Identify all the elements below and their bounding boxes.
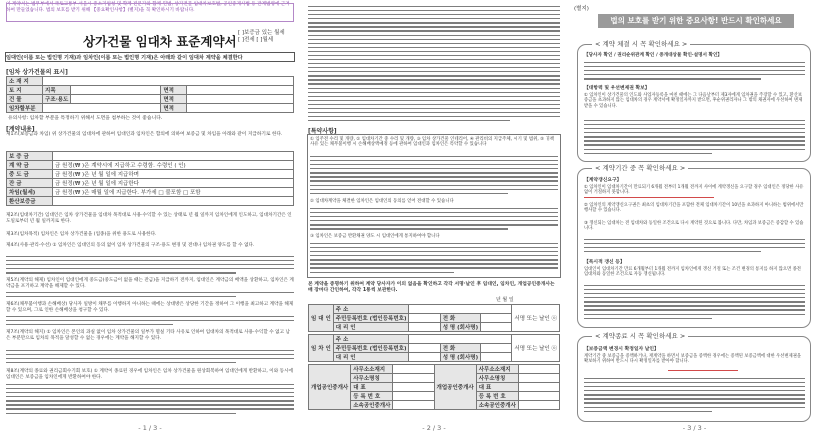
- article-5: 제5조(계약의 해제) 임차인이 임대인에게 중도금(중도금이 없을 때는 잔금)을 지급하기 전까지, 임대인은 계약금의 배액을 상환하고, 임차인은 계약금을 포기하고 계약을 해제할 수 있다.: [6, 278, 294, 289]
- drawing-footnote: 유의사항: 임차할 부분을 특정하기 위해서 도면을 첨부하는 것이 좋습니다.: [8, 116, 163, 121]
- article-7: 제7조(계약의 해지) ① 임차인은 본인의 과실 없이 임차 상가건물의 일부가 멸실 기타 사유로 인하여 임대차의 목적대로 사용·수익할 수 없고 남은 부분만으로 임차의 목적을 달성할 수 없는 경우에는 계약을 해지할 수 있다.: [6, 330, 290, 341]
- article-4: 제4조(사용·관리·수선) ① 임차인은 임대인의 동의 없이 임차 상가건물의 구조·용도 변경 및 전대나 임차권 양도를 할 수 없다.: [6, 243, 255, 248]
- broker-2-office-name: 사무소명칭: [476, 374, 518, 383]
- lessee-table: [308, 334, 560, 362]
- money-table: [6, 151, 294, 206]
- article-2: 제2조(임대차기간) 임대인은 임차 상가건물을 임대차 목적대로 사용·수익할 수 있는 상태로 년 월 일까지 임차인에게 인도하고, 임대차기간은 인도일로부터 년 월 일까지로 한다.: [6, 213, 292, 224]
- contract-type-box: [238, 30, 285, 44]
- box-signing-text: ① 임차인이 상가건물의 인도와 사업자등록을 마친 때에는 그 다음날부터 제3자에게 임차권을 주장할 수 있고, 환산보증금을 초과하지 않는 임대차의 경우 계약서에 확정일자까지 받으면, 후순위권리자나 그 밖의 채권자에 우선하여 변제받을 수 있습니다.: [584, 93, 803, 109]
- row-monthly-rent: 차임(월세): [7, 188, 53, 197]
- article-1: 제1조(보증금과 차임) 위 상가건물의 임대차에 관하여 임대인과 임차인은 합의에 의하여 보증금 및 차임을 아래와 같이 지급하기로 한다.: [6, 132, 283, 137]
- article-8: 제8조(계약의 종료와 권리금회수기회 보호) ① 계약이 종료된 경우에 임차인은 임차 상가건물을 원상회복하여 임대인에게 반환하고, 이와 동시에 임대인은 보증금을 임차인에게 반환하여야 한다.: [6, 369, 293, 380]
- broker-table: [308, 364, 560, 410]
- broker-2-associate: 소속공인중개사: [476, 401, 518, 410]
- col-area-2: 면적: [161, 95, 187, 104]
- deposit-change-body: [584, 378, 805, 415]
- special-terms-body-2: [310, 208, 558, 232]
- col-area-3: 면적: [161, 104, 187, 113]
- broker-2-label: 개업공인중개사: [434, 365, 476, 410]
- broker-2-registration: 등 록 번 호: [476, 392, 518, 401]
- page-1-number: - 1 / 3 -: [138, 424, 162, 432]
- renewal-text-1: ① 임차인이 임대차기간이 만료되기 6개월 전부터 1개월 전까지 사이에 계약갱신을 요구할 경우 임대인은 정당한 사유 없이 거절하지 못합니다.: [584, 185, 804, 196]
- renewal-text-2: ② 임차인의 계약갱신요구권은 최초의 임대차기간을 포함한 전체 임대차기간이 10년을 초과하지 아니하는 범위에서만 행사할 수 있습니다.: [584, 203, 804, 214]
- row-deposit: 보 증 금: [7, 152, 53, 161]
- lessor-phone-label: 전 화: [440, 314, 480, 323]
- implied-renewal-body: [584, 285, 805, 322]
- row-interim: 중 도 금: [7, 170, 53, 179]
- broker-1-associate: 소속공인중개사: [351, 401, 393, 410]
- lessor-label: 임 대 인: [309, 305, 334, 332]
- implied-renewal-text: 임대인이 임대차기간 만료 6개월부터 1개월 전까지 임차인에게 갱신 거절 또는 조건 변경의 통지를 하지 않으면 종전 임대차와 동일한 조건으로 자동 갱신됩니다.: [584, 267, 801, 278]
- broker-1-registration: 등 록 번 호: [351, 392, 393, 401]
- box-signing-sub-2: 【대항력 및 우선변제권 확보】: [584, 86, 650, 91]
- closing-statement: 본 계약을 증명하기 위하여 계약 당사자가 이의 없음을 확인하고 각각 서명·날인 후 임대인, 임차인, 개업공인중개사는 매 장마다 간인하여, 각각 1통씩 보관한다.: [308, 282, 555, 293]
- down-payment-note: 금 원정(₩ )은 계약시에 지급하고 수령함. 수령인 ( 인): [53, 161, 294, 170]
- monthly-rent-note: 금 원정(₩ )은 매월 일에 지급한다. 부가세 □ 불포함 □ 포함: [53, 188, 294, 197]
- row-down-payment: 계 약 금: [7, 161, 53, 170]
- row-balance: 잔 금: [7, 179, 53, 188]
- type-lease: [ ]전세 [ ]월세: [238, 37, 274, 43]
- contract-date: 년 월 일: [496, 297, 514, 303]
- col-land-type: 지목: [43, 86, 71, 95]
- deposit-highlight: [668, 370, 738, 371]
- box-signing-body-2: [584, 120, 805, 157]
- appendix-tag: (별지): [574, 6, 589, 12]
- special-terms-title: [특약사항]: [308, 128, 337, 135]
- broker-1-office-name: 사무소명칭: [351, 374, 393, 383]
- row-land: 토 지: [7, 86, 43, 95]
- renewal-highlight: [584, 197, 714, 198]
- broker-2-representative: 대 표: [476, 383, 518, 392]
- lessor-address-label: 주 소: [333, 305, 409, 314]
- continued-articles: [308, 6, 560, 124]
- article-6-body: [6, 316, 294, 328]
- lessee-id-label: 주민등록번호 (법인등록번호): [333, 344, 409, 353]
- col-area-1: 면적: [161, 86, 187, 95]
- col-structure: 구조·용도: [43, 95, 71, 104]
- special-term-2: ② 임대차계약을 체결한 임차인은 임대인의 동의를 얻어 전대할 수 있습니다: [310, 199, 454, 204]
- lessor-name-label: 성 명 (회사명): [440, 323, 480, 332]
- balance-note: 금 원정(₩ )은 년 월 일에 지급한다: [53, 179, 294, 188]
- lessee-address-label: 주 소: [333, 335, 409, 344]
- intro-frame: [5, 52, 295, 62]
- broker-1-representative: 대 표: [351, 383, 393, 392]
- property-table: [6, 76, 294, 113]
- section-property: [임차 상가건물의 표시]: [6, 69, 68, 76]
- lessee-name-label: 성 명 (회사명): [440, 353, 480, 362]
- contract-intro: 임대인(이름 또는 법인명 기재)과 임차인(이름 또는 법인명 기재)은 아래와 같이 임대차 계약을 체결한다: [6, 55, 243, 61]
- box-signing-body-1: [584, 62, 805, 82]
- header-note-frame: [6, 3, 294, 22]
- lessor-table: [308, 304, 560, 332]
- box-signing-caption: < 계약 체결 시 꼭 확인하세요 >: [592, 39, 690, 48]
- page-1: [0, 0, 300, 436]
- deposit-change-title: 【보증금액 변경시 확정일자 날인】: [584, 347, 659, 352]
- interim-note: 금 원정(₩ )은 년 월 일에 지급하며: [53, 170, 294, 179]
- row-location: 소 재 지: [7, 77, 43, 86]
- lessee-seal: 서명 또는 날인 ⓞ: [512, 335, 560, 362]
- box-during-caption: < 계약기간 중 꼭 확인하세요 >: [592, 163, 688, 172]
- page-2-number: - 2 / 3 -: [422, 424, 446, 432]
- page-2: [300, 0, 568, 436]
- lessor-agent-label: 대 리 인: [333, 323, 409, 332]
- row-building: 건 물: [7, 95, 43, 104]
- box-end-caption: < 계약종료 시 꼭 확인하세요 >: [592, 331, 688, 340]
- special-terms-body-3: [310, 243, 558, 276]
- lessee-phone-label: 전 화: [440, 344, 480, 353]
- article-8-body: [6, 384, 294, 417]
- box-signing-sub-1: 【당사자 확인 / 권리순위관계 확인 / 중개대상물 확인·설명서 확인】: [584, 53, 723, 58]
- renewal-body: [584, 239, 805, 255]
- broker-1-office-address: 사무소소재지: [351, 365, 393, 374]
- row-lease-part: 임차할부분: [7, 104, 43, 113]
- lessor-id-label: 주민등록번호 (법인등록번호): [333, 314, 409, 323]
- contract-title: 상가건물 임대차 표준계약서: [83, 34, 237, 49]
- type-deposit-rent: [ ]보증금 있는 월세: [238, 30, 285, 36]
- article-3: 제3조(임차목적) 임차인은 임차 상가건물을 (업종)을 위한 용도로 사용한다.: [6, 232, 157, 237]
- lessee-agent-label: 대 리 인: [333, 353, 409, 362]
- article-6: 제6조(채무불이행과 손해배상) 당사자 일방이 채무를 이행하지 아니하는 때에는 상대방은 상당한 기간을 정하여 그 이행을 최고하고 계약을 해제할 수 있으며, 그로 인한 손해배상을 청구할 수 있다.: [6, 302, 294, 313]
- renewal-text-3: ③ 갱신되는 임대차는 전 임대차와 동일한 조건으로 다시 계약된 것으로 봅니다. 다만, 차임과 보증금은 증감할 수 있습니다.: [584, 221, 804, 232]
- article-5-body: [6, 292, 294, 300]
- header-note: 이 계약서는 법무부에서 국토교통부·서울시·중소기업청 및 학계 전문가와 함께 민법, 상가건물 임대차보호법, 공인중개사법 등 관계법령에 근거하여 만들었습니다. 법의 보호를 받기 위해 【중요확인사항】(별지)을 꼭 확인하시기 바랍니다.: [6, 2, 290, 13]
- page-3-number: - 3 / 3 -: [682, 424, 707, 432]
- article-7-body: [6, 350, 294, 366]
- special-term-3: ③ 임차인은 보증금 반환채권 양도 시 임대인에게 통지하여야 합니다: [310, 234, 440, 239]
- broker-1-label: 개업공인중개사: [309, 365, 351, 410]
- deposit-change-text: 계약기간 중 보증금을 증액하거나, 재계약을 하면서 보증금을 증액한 경우에는 증액된 보증금액에 대한 우선변제권을 확보하기 위하여 반드시 다시 확정일자를 받아야 합니다.: [584, 354, 801, 365]
- lessee-label: 임 차 인: [309, 335, 334, 362]
- implied-renewal-title: 【묵시적 갱신 등】: [584, 260, 625, 265]
- page-3: [568, 0, 821, 436]
- important-banner: 법의 보호를 받기 위한 중요사항! 반드시 확인하세요: [598, 14, 794, 28]
- special-terms-body-1: [310, 156, 558, 197]
- row-converted-deposit: 환산보증금: [7, 197, 53, 206]
- special-term-1: ① 입주전 수리 및 개량, ② 임대차기간 중 수리 및 개량, ③ 임차 상가건물 인테리어, ④ 관리비의 지급주체, 시기 및 범위, ⑤ 귀책사유 있는 채무불이행 시 손해배상액예정 등에 관하여 임대인과 임차인은 특약할 수 있습니다: [310, 137, 554, 148]
- section-contract: [계약내용]: [6, 126, 35, 133]
- article-4-body: [6, 256, 294, 276]
- broker-2-office-address: 사무소소재지: [476, 365, 518, 374]
- lessor-seal: 서명 또는 날인 ⓞ: [512, 305, 560, 332]
- renewal-request-title: 【계약갱신요구】: [584, 178, 622, 183]
